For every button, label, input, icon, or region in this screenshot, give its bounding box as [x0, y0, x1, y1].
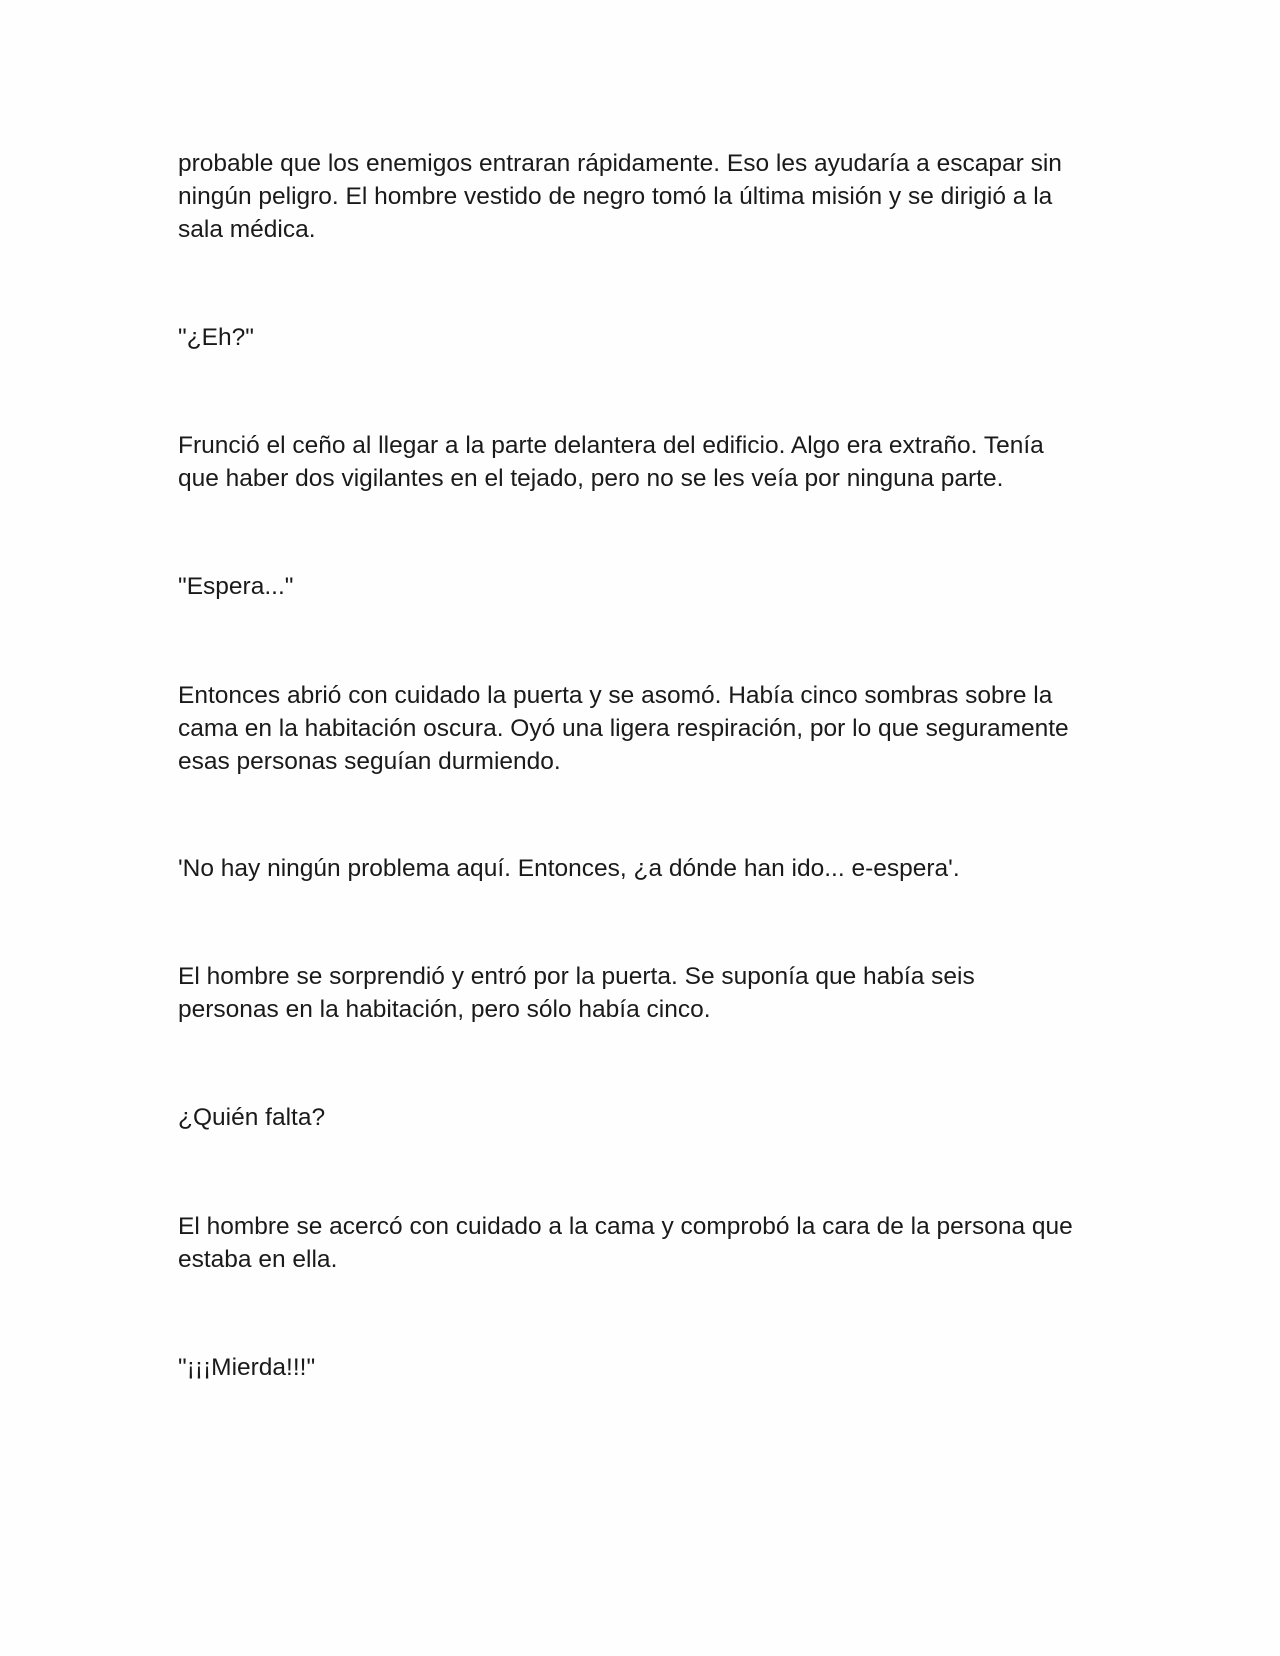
paragraph-8 — [178, 1101, 1108, 1134]
paragraph-line: esas personas seguían durmiendo. — [178, 748, 561, 775]
dialogue-line: "¿Eh?" — [178, 324, 254, 351]
paragraph-line: estaba en ella. — [178, 1246, 338, 1273]
paragraph-10 — [178, 1351, 1108, 1384]
dialogue-line: 'No hay ningún problema aquí. Entonces, ¿a dónde han ido... e-espera'. — [178, 855, 960, 882]
paragraph-6 — [178, 852, 1108, 885]
paragraph-line: El hombre se acercó con cuidado a la cama y comprobó la cara de la persona que — [178, 1213, 1073, 1240]
paragraph-line: ningún peligro. El hombre vestido de negro tomó la última misión y se dirigió a la — [178, 183, 1053, 210]
paragraph-line: sala médica. — [178, 216, 316, 243]
paragraph-9 — [178, 1210, 1108, 1276]
dialogue-line: ¿Quién falta? — [178, 1104, 326, 1131]
paragraph-line: que haber dos vigilantes en el tejado, pero no se les veía por ninguna parte. — [178, 465, 1004, 492]
paragraph-1 — [178, 147, 1108, 246]
paragraph-line: Frunció el ceño al llegar a la parte delantera del edificio. Algo era extraño. Tenía — [178, 432, 1044, 459]
dialogue-line: "Espera..." — [178, 573, 294, 600]
paragraph-4 — [178, 570, 1108, 603]
paragraph-3 — [178, 429, 1108, 495]
paragraph-line: El hombre se sorprendió y entró por la puerta. Se suponía que había seis — [178, 963, 975, 990]
paragraph-line: cama en la habitación oscura. Oyó una ligera respiración, por lo que seguramente — [178, 715, 1069, 742]
paragraph-2 — [178, 321, 1108, 354]
paragraph-line: Entonces abrió con cuidado la puerta y se asomó. Había cinco sombras sobre la — [178, 682, 1053, 709]
paragraph-5 — [178, 679, 1108, 778]
dialogue-line: "¡¡¡Mierda!!!" — [178, 1354, 316, 1381]
paragraph-line: personas en la habitación, pero sólo había cinco. — [178, 996, 711, 1023]
paragraph-line: probable que los enemigos entraran rápidamente. Eso les ayudaría a escapar sin — [178, 150, 1062, 177]
paragraph-7 — [178, 960, 1108, 1026]
